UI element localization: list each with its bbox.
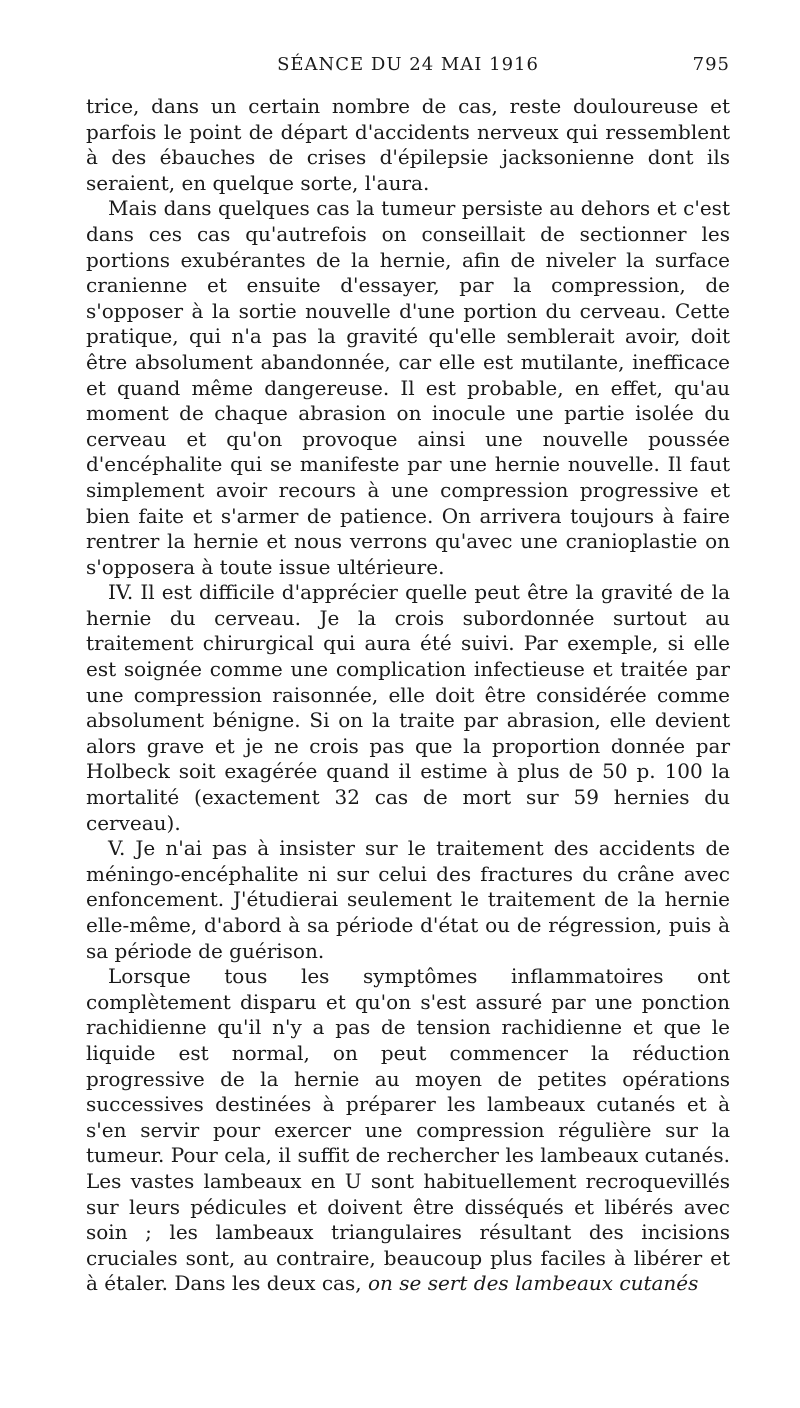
paragraph-reduction	[86, 964, 730, 1297]
paragraph-reduction-text: Lorsque tous les symptômes inflammatoires ont complètement disparu et qu'on s'est assuré par une ponction rachidienne qu'il n'y a pas de tension rachidienne et que le liquide est normal, on peut commencer la réduction progressive de la hernie au moyen de petites opérations successives destinées à préparer les lambeaux cutanés et à s'en servir pour exercer une compression régulière sur la tumeur. Pour cela, il suffit de rechercher les lambeaux cutanés. Les vastes lambeaux en U sont habituellement recroquevillés sur leurs pédicules et doivent être disséqués et libérés avec soin ; les lambeaux triangulaires résultant des incisions cruciales sont, au contraire, beaucoup plus faciles à libérer et à étaler. Dans les deux cas,	[86, 964, 730, 1296]
paragraph-v-traitement: V. Je n'ai pas à insister sur le traitement des accidents de méningo-encéphalite ni sur celui des fractures du crâne avec enfoncement. J'étudierai seulement le traitement de la hernie elle-même, d'abord à sa période d'état ou de régression, puis à sa période de guérison.	[86, 836, 730, 963]
document-page	[86, 52, 730, 1297]
running-head	[86, 52, 730, 82]
italic-tail: on se sert des lambeaux cutanés	[367, 1271, 699, 1296]
page-number: 795	[692, 54, 730, 75]
paragraph-tumeur: Mais dans quelques cas la tumeur persiste au dehors et c'est dans ces cas qu'autrefois on conseillait de sectionner les portions exubérantes de la hernie, afin de niveler la surface cranienne et ensuite d'essayer, par la compression, de s'opposer à la sortie nouvelle d'une portion du cerveau. Cette pratique, qui n'a pas la gravité qu'elle semblerait avoir, doit être absolument abandonnée, car elle est mutilante, inefficace et quand même dangereuse. Il est probable, en effet, qu'au moment de chaque abrasion on inocule une partie isolée du cerveau et qu'on provoque ainsi une nouvelle poussée d'encéphalite qui se manifeste par une hernie nouvelle. Il faut simplement avoir recours à une compression progressive et bien faite et s'armer de patience. On arrivera toujours à faire rentrer la hernie et nous verrons qu'avec une cranioplastie on s'opposera à toute issue ultérieure.	[86, 196, 730, 579]
body-text	[86, 94, 730, 1297]
paragraph-iv-gravite: IV. Il est difficile d'apprécier quelle peut être la gravité de la hernie du cerveau. Je la crois subordonnée surtout au traitement chirurgical qui aura été suivi. Par exemple, si elle est soignée comme une complication infectieuse et traitée par une compression raisonnée, elle doit être considérée comme absolument bénigne. Si on la traite par abrasion, elle devient alors grave et je ne crois pas que la proportion donnée par Holbeck soit exagérée quand il estime à plus de 50 p. 100 la mortalité (exactement 32 cas de mort sur 59 hernies du cerveau).	[86, 580, 730, 835]
paragraph-continued: trice, dans un certain nombre de cas, reste douloureuse et parfois le point de départ d'accidents nerveux qui ressemblent à des ébauches de crises d'épilepsie jacksonienne dont ils seraient, en quelque sorte, l'aura.	[86, 94, 730, 195]
running-title: SÉANCE DU 24 MAI 1916	[277, 54, 539, 75]
